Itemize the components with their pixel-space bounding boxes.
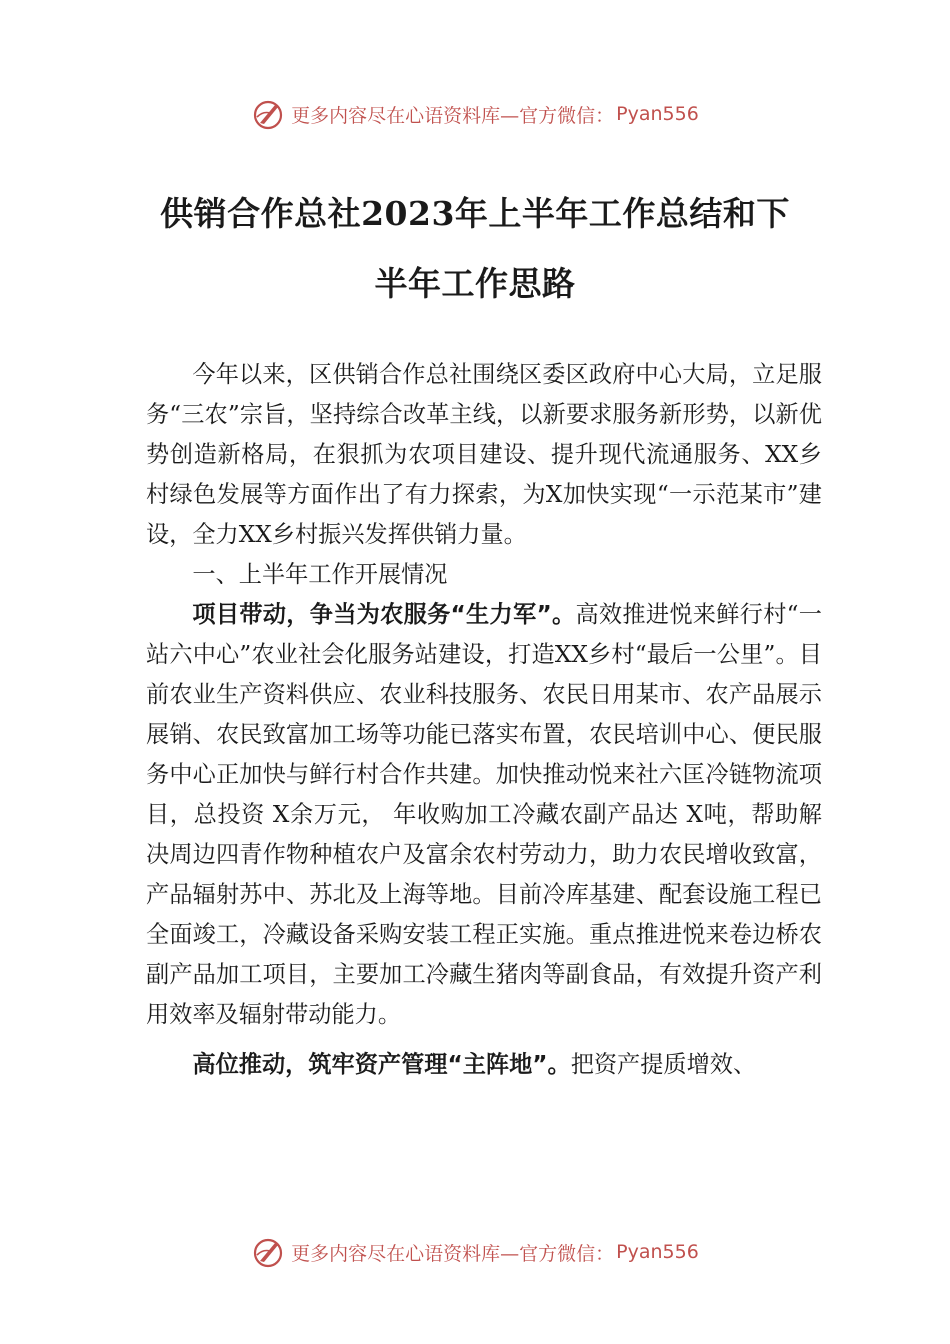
paragraph-project-body: 高效推进悦来鲜行村“一站六中心”农业社会化服务站建设，打造XX乡村“最后一公里”。目前农业生产资料供应、农业科技服务、农民日用某市、农产品展示展销、农民致富加工场等功能已落实布置，农民培训中心、便民服务中心正加快与鲜行村合作共建。加快推动悦来社六匡冷链物流项目，总投资 X余万元， 年收购加工冷藏农副产品达 X吨，帮助解决周边四青作物种植农户及富余农村劳动力，助力农民增收致富，产品辐射苏中、苏北及上海等地。目前冷库基建、配套设施工程已全面竣工，冷藏设备采购安装工程正实施。重点推进悦来卷边桥农副产品加工项目，主要加工冷藏生猪肉等副食品，有效提升资产利用效率及辐射带动能力。 [146,601,822,1028]
quill-seal-icon [251,97,285,131]
footer-banner [0,1232,950,1272]
banner-wechat-id: Pyan556 [616,1241,699,1263]
paragraph-asset-lead: 高位推动，筑牢资产管理“主阵地”。 [192,1051,571,1078]
header-banner [0,94,950,134]
paragraph-asset-body: 把资产提质增效、 [570,1051,757,1078]
intro-paragraph: 今年以来，区供销合作总社围绕区委区政府中心大局，立足服务“三农”宗旨，坚持综合改革主线，以新要求服务新形势，以新优势创造新格局，在狠抓为农项目建设、提升现代流通服务、XX乡村绿色发展等方面作出了有力探索，为X加快实现“一示范某市”建设，全力XX乡村振兴发挥供销力量。 [146,361,822,548]
document-title-line2: 半年工作思路 [374,264,576,303]
banner-text: 更多内容尽在心语资料库—官方微信： [291,1242,615,1265]
document-body [146,355,822,1085]
banner-wechat-id: Pyan556 [616,103,699,125]
quill-seal-icon [251,1235,285,1269]
paragraph-project [146,595,822,1035]
section-heading: 一、上半年工作开展情况 [192,561,448,588]
banner-text: 更多内容尽在心语资料库—官方微信： [291,104,615,127]
paragraph-project-lead: 项目带动，争当为农服务“生力军”。 [192,601,576,628]
paragraph-asset [146,1045,822,1085]
document-title-line1: 供销合作总社2023年上半年工作总结和下 [160,194,790,233]
